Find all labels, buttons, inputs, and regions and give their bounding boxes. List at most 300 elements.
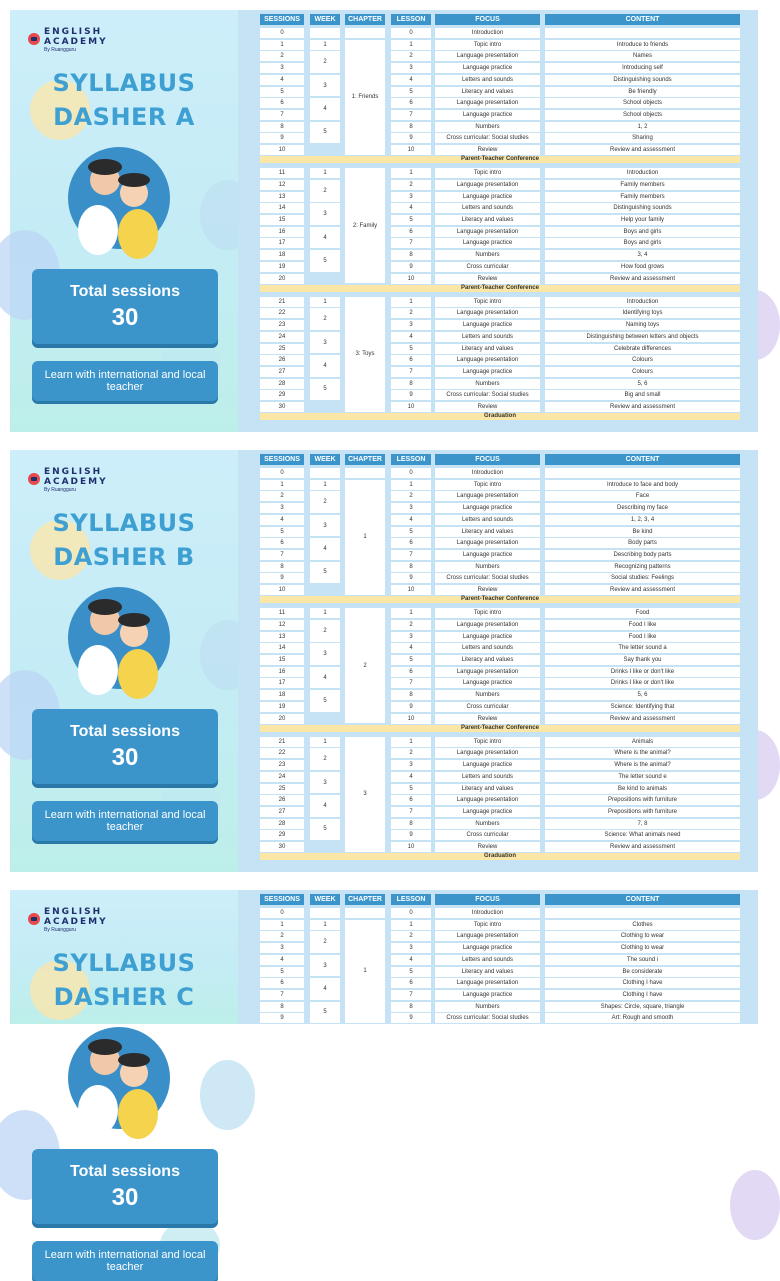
table-cell: Distinguishing sounds bbox=[545, 75, 740, 85]
table-cell: Colours bbox=[545, 367, 740, 377]
week-cell: 4 bbox=[310, 227, 340, 249]
week-cell: 4 bbox=[310, 795, 340, 817]
logo-line-2: ACADEMY bbox=[44, 477, 108, 487]
table-cell: Cross curricular: Social studies bbox=[435, 573, 540, 583]
table-cell: Be friendly bbox=[545, 87, 740, 97]
week-cell: 1 bbox=[310, 40, 340, 50]
table-cell: 17 bbox=[260, 238, 304, 248]
table-cell: 10 bbox=[391, 402, 431, 412]
table-cell: 1 bbox=[260, 40, 304, 50]
table-cell: 9 bbox=[260, 1013, 304, 1023]
table-cell: 9 bbox=[391, 830, 431, 840]
table-cell: 4 bbox=[391, 772, 431, 782]
table-cell: 24 bbox=[260, 332, 304, 342]
table-cell: 1 bbox=[391, 608, 431, 618]
table-cell: 15 bbox=[260, 655, 304, 665]
table-cell: 3 bbox=[391, 760, 431, 770]
table-cell: Letters and sounds bbox=[435, 955, 540, 965]
total-sessions-label: Total sessions bbox=[70, 723, 180, 740]
table-cell: 3 bbox=[260, 63, 304, 73]
table-cell: 2 bbox=[260, 491, 304, 501]
column-header: CONTENT bbox=[545, 894, 740, 905]
column-header: SESSIONS bbox=[260, 454, 304, 465]
table-cell: 3 bbox=[391, 63, 431, 73]
table-cell: Review bbox=[435, 274, 540, 284]
table-row bbox=[260, 145, 740, 155]
table-cell: 9 bbox=[260, 573, 304, 583]
table-cell: Introduction bbox=[435, 468, 540, 478]
table-cell: 9 bbox=[391, 133, 431, 143]
table-cell: 25 bbox=[260, 784, 304, 794]
table-cell: Literacy and values bbox=[435, 215, 540, 225]
table-cell: 8 bbox=[391, 1002, 431, 1012]
table-cell: 5 bbox=[260, 527, 304, 537]
table-cell: 2 bbox=[391, 180, 431, 190]
table-row bbox=[260, 402, 740, 412]
table-cell: Naming toys bbox=[545, 320, 740, 330]
table-cell: Family members bbox=[545, 180, 740, 190]
week-cell: 1 bbox=[310, 608, 340, 618]
table-cell: Cross curricular bbox=[435, 262, 540, 272]
table-cell: 5, 6 bbox=[545, 379, 740, 389]
table-row bbox=[260, 274, 740, 284]
column-header: FOCUS bbox=[435, 454, 540, 465]
chapter-cell: 3 bbox=[345, 737, 385, 852]
table-cell: Topic intro bbox=[435, 737, 540, 747]
syllabus-table bbox=[238, 10, 758, 432]
week-cell: 1 bbox=[310, 297, 340, 307]
table-cell: 7 bbox=[391, 807, 431, 817]
table-cell: 1 bbox=[391, 40, 431, 50]
table-cell: 6 bbox=[391, 795, 431, 805]
table-cell: Clothing I have bbox=[545, 990, 740, 1000]
table-cell: 2 bbox=[391, 491, 431, 501]
table-cell: 30 bbox=[260, 842, 304, 852]
table-cell: Boys and girls bbox=[545, 227, 740, 237]
table-cell: 7 bbox=[391, 110, 431, 120]
logo-line-1: ENGLISH bbox=[44, 27, 103, 37]
table-cell: Language presentation bbox=[435, 795, 540, 805]
table-cell: Topic intro bbox=[435, 40, 540, 50]
table-cell: 6 bbox=[260, 538, 304, 548]
chapter-cell: 1 bbox=[345, 480, 385, 595]
column-header: FOCUS bbox=[435, 14, 540, 25]
title-line-2: DASHER B bbox=[53, 543, 195, 571]
table-cell: Introducing self bbox=[545, 63, 740, 73]
table-cell: The sound i bbox=[545, 955, 740, 965]
table-cell: Language presentation bbox=[435, 355, 540, 365]
table-cell: 2 bbox=[260, 931, 304, 941]
column-header: CHAPTER bbox=[345, 894, 385, 905]
table-cell: 3 bbox=[391, 943, 431, 953]
ptc-banner: Parent-Teacher Conference bbox=[260, 156, 740, 163]
chapter-cell: 1: Friends bbox=[345, 40, 385, 155]
column-header: SESSIONS bbox=[260, 14, 304, 25]
column-header: CONTENT bbox=[545, 14, 740, 25]
table-cell: 1 bbox=[391, 168, 431, 178]
column-header: WEEK bbox=[310, 454, 340, 465]
table-cell: 0 bbox=[260, 468, 304, 478]
table-cell: Letters and sounds bbox=[435, 643, 540, 653]
week-cell: 4 bbox=[310, 978, 340, 1000]
total-sessions-box bbox=[32, 1149, 218, 1224]
table-cell: Cross curricular bbox=[435, 702, 540, 712]
table-cell: 12 bbox=[260, 180, 304, 190]
table-cell: 4 bbox=[391, 955, 431, 965]
syllabus-table bbox=[238, 450, 758, 872]
table-cell: 14 bbox=[260, 643, 304, 653]
kids-photo bbox=[68, 147, 170, 249]
table-cell: 1 bbox=[391, 920, 431, 930]
table-cell: Language presentation bbox=[435, 931, 540, 941]
table-cell: 5 bbox=[260, 967, 304, 977]
table-cell: 6 bbox=[391, 355, 431, 365]
week-cell: 3 bbox=[310, 75, 340, 97]
table-cell: 4 bbox=[391, 643, 431, 653]
ptc-banner: Parent-Teacher Conference bbox=[260, 725, 740, 732]
table-cell: Literacy and values bbox=[435, 87, 540, 97]
teacher-info-text: Learn with international and local teacher bbox=[44, 809, 206, 833]
table-cell: 10 bbox=[391, 585, 431, 595]
week-cell: 5 bbox=[310, 1002, 340, 1024]
table-cell: 3 bbox=[391, 320, 431, 330]
logo-line-2: ACADEMY bbox=[44, 37, 108, 47]
table-cell: 1 bbox=[391, 297, 431, 307]
table-cell: Names bbox=[545, 51, 740, 61]
syllabus-panel bbox=[10, 890, 758, 1273]
table-cell: 6 bbox=[391, 978, 431, 988]
table-cell: Food I like bbox=[545, 632, 740, 642]
graduation-banner: Graduation bbox=[260, 413, 740, 420]
table-cell: Cross curricular: Social studies bbox=[435, 1013, 540, 1023]
table-cell: Art: Rough and smooth bbox=[545, 1013, 740, 1023]
week-cell: 5 bbox=[310, 690, 340, 712]
table-cell: 8 bbox=[391, 562, 431, 572]
table-cell: 28 bbox=[260, 819, 304, 829]
table-cell: 7 bbox=[391, 550, 431, 560]
logo-text bbox=[44, 27, 108, 54]
table-cell: Clothing I have bbox=[545, 978, 740, 988]
table-header bbox=[260, 894, 740, 904]
table-cell: Describing body parts bbox=[545, 550, 740, 560]
table-cell: 17 bbox=[260, 678, 304, 688]
table-cell: 4 bbox=[391, 75, 431, 85]
chapter-cell: 2: Family bbox=[345, 168, 385, 283]
table-cell: 1 bbox=[391, 737, 431, 747]
column-header: FOCUS bbox=[435, 894, 540, 905]
week-cell: 5 bbox=[310, 819, 340, 841]
week-cell: 1 bbox=[310, 737, 340, 747]
week-cell: 4 bbox=[310, 355, 340, 377]
table-cell: Language presentation bbox=[435, 51, 540, 61]
table-cell: Topic intro bbox=[435, 920, 540, 930]
table-cell: 5 bbox=[391, 215, 431, 225]
brand-logo bbox=[28, 907, 108, 934]
photo-shape bbox=[118, 1089, 158, 1139]
table-cell: 4 bbox=[260, 515, 304, 525]
table-cell: Language presentation bbox=[435, 227, 540, 237]
table-cell: Language presentation bbox=[435, 667, 540, 677]
week-cell: 5 bbox=[310, 250, 340, 272]
table-cell: Review bbox=[435, 145, 540, 155]
column-header: WEEK bbox=[310, 894, 340, 905]
table-cell: Where is the animal? bbox=[545, 760, 740, 770]
table-cell: Language presentation bbox=[435, 538, 540, 548]
table-cell: 8 bbox=[391, 819, 431, 829]
table-cell: 6 bbox=[391, 98, 431, 108]
logo-line-1: ENGLISH bbox=[44, 467, 103, 477]
table-cell: Review and assessment bbox=[545, 402, 740, 412]
table-cell: Face bbox=[545, 491, 740, 501]
table-cell: Drinks I like or don't like bbox=[545, 667, 740, 677]
table-cell: Letters and sounds bbox=[435, 203, 540, 213]
table-cell: 13 bbox=[260, 192, 304, 202]
table-cell: 22 bbox=[260, 748, 304, 758]
table-cell: 0 bbox=[391, 28, 431, 38]
week-cell: 2 bbox=[310, 308, 340, 330]
table-cell: 5 bbox=[391, 87, 431, 97]
decor-blob bbox=[730, 1170, 780, 1240]
table-cell: How food grows bbox=[545, 262, 740, 272]
table-cell: Letters and sounds bbox=[435, 332, 540, 342]
table-cell: 6 bbox=[391, 227, 431, 237]
table-cell: Recognizing patterns bbox=[545, 562, 740, 572]
table-cell: School objects bbox=[545, 98, 740, 108]
week-cell: 3 bbox=[310, 643, 340, 665]
table-cell: Literacy and values bbox=[435, 344, 540, 354]
chapter-cell: 2 bbox=[345, 608, 385, 723]
logo-line-1: ENGLISH bbox=[44, 907, 103, 917]
table-cell: 23 bbox=[260, 760, 304, 770]
table-cell: Social studies: Feelings bbox=[545, 573, 740, 583]
table-cell: 4 bbox=[260, 955, 304, 965]
table-cell: 2 bbox=[391, 748, 431, 758]
total-sessions-box bbox=[32, 269, 218, 344]
table-cell: Identifying toys bbox=[545, 308, 740, 318]
title-line-2: DASHER A bbox=[53, 103, 195, 131]
table-header bbox=[260, 14, 740, 24]
table-cell bbox=[310, 468, 340, 478]
table-cell: 20 bbox=[260, 274, 304, 284]
table-cell: Review bbox=[435, 842, 540, 852]
chat-bubble-icon bbox=[28, 33, 40, 45]
table-cell: 12 bbox=[260, 620, 304, 630]
table-cell: 5 bbox=[260, 87, 304, 97]
table-cell bbox=[545, 908, 740, 918]
table-cell: Science: Identifying that bbox=[545, 702, 740, 712]
table-cell bbox=[345, 28, 385, 38]
week-cell: 2 bbox=[310, 491, 340, 513]
table-cell: Language practice bbox=[435, 807, 540, 817]
syllabus-title bbox=[10, 506, 238, 574]
decor-blob bbox=[200, 1060, 255, 1130]
table-cell: 6 bbox=[391, 538, 431, 548]
table-cell: 21 bbox=[260, 737, 304, 747]
ptc-banner: Parent-Teacher Conference bbox=[260, 285, 740, 292]
table-cell: 29 bbox=[260, 830, 304, 840]
table-cell: Clothing to wear bbox=[545, 943, 740, 953]
total-sessions-box bbox=[32, 709, 218, 784]
column-header: LESSON bbox=[391, 454, 431, 465]
table-row bbox=[260, 585, 740, 595]
table-cell: The letter sound e bbox=[545, 772, 740, 782]
table-cell: 7 bbox=[260, 110, 304, 120]
week-cell: 3 bbox=[310, 203, 340, 225]
table-cell: 16 bbox=[260, 667, 304, 677]
table-cell: Animals bbox=[545, 737, 740, 747]
week-cell: 5 bbox=[310, 379, 340, 401]
photo-shape bbox=[88, 599, 122, 615]
table-cell: 2 bbox=[260, 51, 304, 61]
table-cell: 14 bbox=[260, 203, 304, 213]
teacher-info-text: Learn with international and local teacher bbox=[44, 369, 206, 393]
table-cell: 26 bbox=[260, 355, 304, 365]
table-cell: Family members bbox=[545, 192, 740, 202]
table-cell bbox=[545, 468, 740, 478]
table-cell: Review bbox=[435, 585, 540, 595]
table-cell: 10 bbox=[391, 714, 431, 724]
table-cell: 4 bbox=[391, 203, 431, 213]
table-cell: Food bbox=[545, 608, 740, 618]
total-sessions-label: Total sessions bbox=[70, 283, 180, 300]
table-cell: Numbers bbox=[435, 1002, 540, 1012]
table-cell: 23 bbox=[260, 320, 304, 330]
column-header: WEEK bbox=[310, 14, 340, 25]
syllabus-title bbox=[10, 946, 238, 1014]
table-cell: Drinks I like or don't like bbox=[545, 678, 740, 688]
table-cell: Help your family bbox=[545, 215, 740, 225]
chat-bubble-icon bbox=[28, 473, 40, 485]
table-cell: 1, 2, 3, 4 bbox=[545, 515, 740, 525]
total-sessions-label: Total sessions bbox=[70, 1163, 180, 1180]
table-cell: Sharing bbox=[545, 133, 740, 143]
photo-shape bbox=[118, 173, 150, 187]
title-line-1: SYLLABUS bbox=[52, 69, 196, 97]
left-column bbox=[10, 890, 238, 1273]
syllabus-panel bbox=[10, 450, 758, 872]
table-cell: Literacy and values bbox=[435, 967, 540, 977]
table-cell: 4 bbox=[391, 515, 431, 525]
table-cell: Language practice bbox=[435, 238, 540, 248]
week-cell: 4 bbox=[310, 667, 340, 689]
table-row bbox=[260, 908, 740, 918]
table-cell: Cross curricular: Social studies bbox=[435, 133, 540, 143]
table-cell bbox=[345, 468, 385, 478]
column-header: SESSIONS bbox=[260, 894, 304, 905]
table-cell: 3 bbox=[391, 192, 431, 202]
table-cell: Language presentation bbox=[435, 491, 540, 501]
kids-photo bbox=[68, 1027, 170, 1129]
table-cell: Language practice bbox=[435, 63, 540, 73]
table-cell: 5 bbox=[391, 344, 431, 354]
photo-shape bbox=[78, 645, 118, 695]
table-cell: 8 bbox=[391, 379, 431, 389]
table-cell: Language presentation bbox=[435, 748, 540, 758]
table-cell: 8 bbox=[260, 122, 304, 132]
table-cell: Numbers bbox=[435, 819, 540, 829]
title-line-1: SYLLABUS bbox=[52, 509, 196, 537]
table-cell: 1 bbox=[260, 920, 304, 930]
week-cell: 3 bbox=[310, 772, 340, 794]
week-cell: 2 bbox=[310, 748, 340, 770]
photo-shape bbox=[118, 649, 158, 699]
table-cell: 3 bbox=[260, 503, 304, 513]
table-cell: 15 bbox=[260, 215, 304, 225]
table-cell: 7 bbox=[391, 990, 431, 1000]
week-cell: 4 bbox=[310, 538, 340, 560]
total-sessions-value: 30 bbox=[111, 304, 139, 331]
table-row bbox=[260, 28, 740, 38]
table-cell: 3 bbox=[391, 503, 431, 513]
logo-byline: By Ruangguru bbox=[44, 487, 76, 493]
table-cell: Review and assessment bbox=[545, 274, 740, 284]
table-cell: 8 bbox=[260, 562, 304, 572]
left-column bbox=[10, 10, 238, 432]
title-line-1: SYLLABUS bbox=[52, 949, 196, 977]
table-cell: Be kind to animals bbox=[545, 784, 740, 794]
table-cell: Language practice bbox=[435, 367, 540, 377]
table-cell: Letters and sounds bbox=[435, 515, 540, 525]
syllabus-table bbox=[238, 890, 758, 1024]
table-cell: Numbers bbox=[435, 562, 540, 572]
table-cell: 6 bbox=[260, 978, 304, 988]
table-cell: 10 bbox=[391, 145, 431, 155]
table-cell: 5 bbox=[391, 967, 431, 977]
table-cell: 9 bbox=[391, 262, 431, 272]
table-cell: Celebrate differences bbox=[545, 344, 740, 354]
table-cell bbox=[310, 908, 340, 918]
column-header: CHAPTER bbox=[345, 14, 385, 25]
week-cell: 3 bbox=[310, 955, 340, 977]
syllabus-panel bbox=[10, 10, 758, 432]
table-cell: 3, 4 bbox=[545, 250, 740, 260]
table-cell: Topic intro bbox=[435, 608, 540, 618]
table-cell: Literacy and values bbox=[435, 655, 540, 665]
photo-shape bbox=[88, 159, 122, 175]
table-cell: 10 bbox=[260, 585, 304, 595]
logo-text bbox=[44, 907, 108, 934]
table-cell: Clothes bbox=[545, 920, 740, 930]
table-cell: Describing my face bbox=[545, 503, 740, 513]
photo-shape bbox=[118, 613, 150, 627]
table-cell: 8 bbox=[391, 250, 431, 260]
table-row bbox=[260, 714, 740, 724]
table-cell: Review and assessment bbox=[545, 714, 740, 724]
table-cell: 27 bbox=[260, 367, 304, 377]
table-cell: Introduction bbox=[435, 28, 540, 38]
table-cell: Language practice bbox=[435, 678, 540, 688]
table-cell: Language presentation bbox=[435, 978, 540, 988]
teacher-info-box bbox=[32, 361, 218, 401]
table-cell: 7 bbox=[391, 238, 431, 248]
table-cell: 10 bbox=[391, 842, 431, 852]
week-cell: 2 bbox=[310, 180, 340, 202]
table-cell: 9 bbox=[391, 702, 431, 712]
logo-line-2: ACADEMY bbox=[44, 917, 108, 927]
table-cell: Letters and sounds bbox=[435, 772, 540, 782]
table-cell: Language presentation bbox=[435, 308, 540, 318]
table-cell: Cross curricular: Social studies bbox=[435, 390, 540, 400]
table-cell: 4 bbox=[260, 75, 304, 85]
table-cell: 19 bbox=[260, 702, 304, 712]
table-cell: 7 bbox=[260, 550, 304, 560]
table-cell: Review bbox=[435, 402, 540, 412]
table-cell: Food I like bbox=[545, 620, 740, 630]
week-cell: 3 bbox=[310, 332, 340, 354]
week-cell: 1 bbox=[310, 480, 340, 490]
week-cell: 1 bbox=[310, 920, 340, 930]
table-cell: 3 bbox=[260, 943, 304, 953]
